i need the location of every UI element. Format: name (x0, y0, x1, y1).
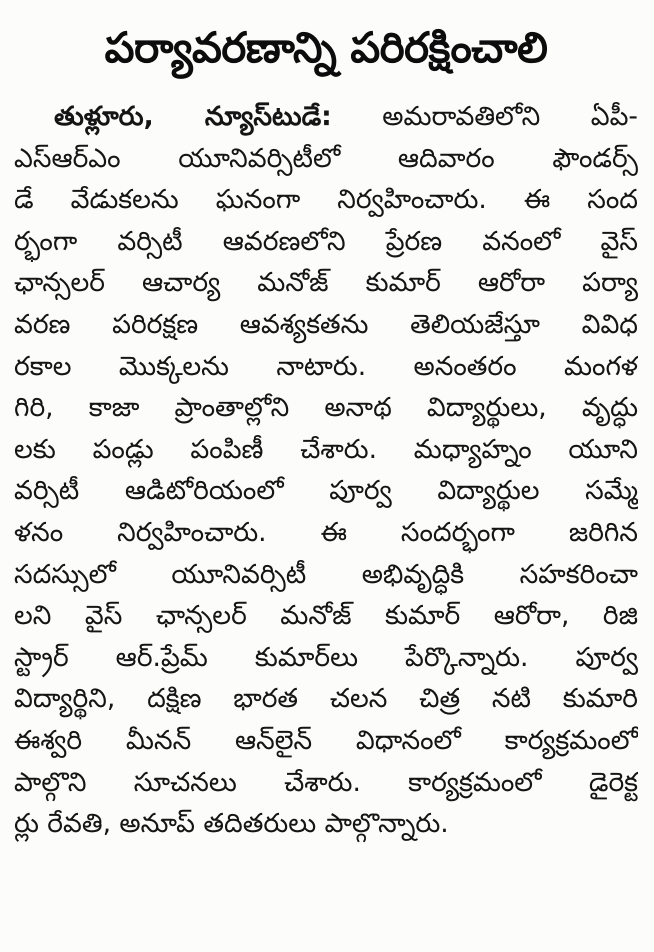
headline: పర్యావరణాన్ని పరిరక్షించాలి (104, 23, 548, 72)
body-line: డే వేడుకలను ఘనంగా నిర్వహించారు. ఈ సంద (14, 184, 638, 216)
body-line: ర్లు రేవతి, అనూప్ తదితరులు పాల్గొన్నారు. (14, 808, 449, 840)
body-line: లని వైస్ ఛాన్సలర్ మనోజ్ కుమార్ ఆరోరా, రిజి (14, 600, 638, 632)
body-line: రకాల మొక్కలను నాటారు. అనంతరం మంగళ (14, 350, 638, 382)
body-line: వర్సిటీ ఆడిటోరియంలో పూర్వ విద్యార్థుల సమ్మే (14, 475, 638, 507)
article-body (14, 96, 638, 845)
body-line: ర్భంగా వర్సిటీ ఆవరణలోని ప్రేరణ వనంలో వైస్ (14, 225, 638, 257)
body-line: లకు పండ్లు పంపిణీ చేశారు. మధ్యాహ్నం యూని (14, 433, 638, 465)
body-line: ళనం నిర్వహించారు. ఈ సందర్భంగా జరిగిన (14, 516, 638, 548)
body-line: వరణ పరిరక్షణ ఆవశ్యకతను తెలియజేస్తూ వివిధ (14, 308, 638, 340)
dateline: తుళ్లూరు, న్యూస్‌టుడే: (54, 101, 332, 132)
body-line (14, 96, 638, 138)
body-line-text: అమరావతిలోని ఏపీ- (382, 101, 638, 132)
body-line: ఈశ్వరి మీనన్ ఆన్‌లైన్ విధానంలో కార్యక్రమంలో (14, 724, 638, 756)
body-line: గిరి, కాజా ప్రాంతాల్లోని అనాథ విద్యార్థులు, వృద్ధు (14, 392, 638, 424)
body-line: స్ట్రార్ ఆర్.ప్రేమ్ కుమార్‌లు పేర్కొన్నారు. పూర్వ (14, 641, 638, 673)
body-line: ఛాన్సలర్ ఆచార్య మనోజ్ కుమార్ ఆరోరా పర్యా (14, 267, 638, 299)
body-line: ఎస్‌ఆర్‌ఎం యూనివర్సిటీలో ఆదివారం ఫౌండర్స్ (14, 142, 638, 174)
body-line: సదస్సులో యూనివర్సిటీ అభివృద్ధికి సహకరించా (14, 558, 638, 590)
body-line: విద్యార్థిని, దక్షిణ భారత చలన చిత్ర నటి కుమారి (14, 683, 638, 715)
body-line: పాల్గొని సూచనలు చేశారు. కార్యక్రమంలో డైరెక్ట (14, 766, 638, 798)
